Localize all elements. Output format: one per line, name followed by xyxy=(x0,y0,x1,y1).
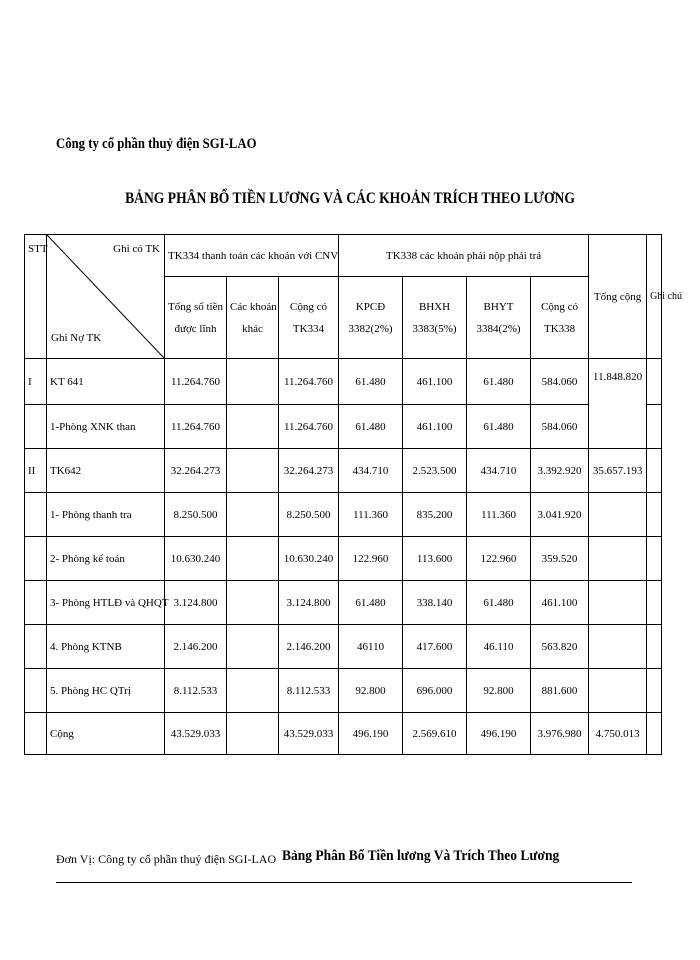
cac-khoan-line2: khác xyxy=(242,322,263,335)
row-kpcd: 111.360 xyxy=(339,493,403,537)
cong-co-334-line1: Cộng có xyxy=(290,300,327,313)
row-kpcd: 61.480 xyxy=(339,405,403,449)
row-cac-khoan xyxy=(227,669,279,713)
tk334-header: TK334 thanh toán các khoản với CNV xyxy=(165,235,339,277)
row-bhyt: 92.800 xyxy=(467,669,531,713)
row-cong-334: 10.630.240 xyxy=(279,537,339,581)
row-ghi-chu xyxy=(647,625,662,669)
row-tong-so-tien: 3.124.800 xyxy=(165,581,227,625)
bhxh-line1: BHXH xyxy=(418,300,451,313)
row-bhxh: 113.600 xyxy=(403,537,467,581)
row-tong-cong-merged: 11.848.820 xyxy=(589,359,647,449)
row-bhxh: 2.523.500 xyxy=(403,449,467,493)
kpcd-line1: KPCĐ xyxy=(355,300,386,313)
row-stt xyxy=(25,669,47,713)
kpcd-line2: 3382(2%) xyxy=(348,322,393,335)
row-kpcd: 122.960 xyxy=(339,537,403,581)
row-bhyt: 61.480 xyxy=(467,405,531,449)
row-cac-khoan xyxy=(227,405,279,449)
table-row xyxy=(25,493,662,537)
table-row xyxy=(25,669,662,713)
row-stt xyxy=(25,713,47,755)
row-bhyt: 61.480 xyxy=(467,581,531,625)
row-ghi-chu xyxy=(647,449,662,493)
row-bhxh: 338.140 xyxy=(403,581,467,625)
row-tong-cong xyxy=(589,669,647,713)
row-cong-334: 8.250.500 xyxy=(279,493,339,537)
row-cong-334: 8.112.533 xyxy=(279,669,339,713)
row-bhyt: 46.110 xyxy=(467,625,531,669)
tong-so-tien-header xyxy=(165,277,227,359)
row-name: 1-Phòng XNK than xyxy=(47,405,165,449)
row-tong-so-tien: 8.112.533 xyxy=(165,669,227,713)
row-bhxh: 696.000 xyxy=(403,669,467,713)
row-name: TK642 xyxy=(47,449,165,493)
table-row xyxy=(25,581,662,625)
tong-so-tien-line1: Tổng số tiền xyxy=(168,300,223,313)
row-cong-338: 881.600 xyxy=(531,669,589,713)
row-name: 4. Phòng KTNB xyxy=(47,625,165,669)
row-bhyt: 122.960 xyxy=(467,537,531,581)
row-name: 1- Phòng thanh tra xyxy=(47,493,165,537)
row-ghi-chu xyxy=(647,493,662,537)
row-tong-so-tien: 11.264.760 xyxy=(165,359,227,405)
row-cong-338: 3.976.980 xyxy=(531,713,589,755)
table-row xyxy=(25,405,662,449)
row-cac-khoan xyxy=(227,493,279,537)
cong-co-334-line2: TK334 xyxy=(292,322,325,335)
row-cong-338: 359.520 xyxy=(531,537,589,581)
row-tong-so-tien: 43.529.033 xyxy=(165,713,227,755)
row-cong-334: 11.264.760 xyxy=(279,405,339,449)
bhxh-header xyxy=(403,277,467,359)
row-cong-334: 2.146.200 xyxy=(279,625,339,669)
stt-header: STT xyxy=(25,235,47,359)
row-cong-334: 32.264.273 xyxy=(279,449,339,493)
row-bhyt: 61.480 xyxy=(467,359,531,405)
row-tong-cong: 4.750.013 xyxy=(589,713,647,755)
row-tong-so-tien: 8.250.500 xyxy=(165,493,227,537)
row-ghi-chu xyxy=(647,537,662,581)
row-stt: II xyxy=(25,449,47,493)
footer-title: Bảng Phân Bổ Tiền lương Và Trích Theo Lương xyxy=(282,848,560,864)
row-bhxh: 835.200 xyxy=(403,493,467,537)
cac-khoan-khac-header xyxy=(227,277,279,359)
ghi-chu-header: Ghi chú xyxy=(647,235,662,359)
row-tong-so-tien: 10.630.240 xyxy=(165,537,227,581)
row-cong-334: 3.124.800 xyxy=(279,581,339,625)
bhyt-line1: BHYT xyxy=(483,300,514,313)
ghi-co-ghi-no-header xyxy=(47,235,165,359)
row-cong-338: 3.392.920 xyxy=(531,449,589,493)
row-stt xyxy=(25,625,47,669)
row-kpcd: 92.800 xyxy=(339,669,403,713)
row-tong-cong xyxy=(589,581,647,625)
tong-cong-header: Tổng cộng xyxy=(589,235,647,359)
row-stt xyxy=(25,537,47,581)
row-tong-cong xyxy=(589,625,647,669)
document-title: BẢNG PHÂN BỔ TIỀN LƯƠNG VÀ CÁC KHOẢN TRÍCH THEO LƯƠNG xyxy=(125,190,575,207)
row-tong-cong: 35.657.193 xyxy=(589,449,647,493)
bhyt-line2: 3384(2%) xyxy=(476,322,521,335)
row-tong-so-tien: 32.264.273 xyxy=(165,449,227,493)
row-name: 2- Phòng kế toán xyxy=(47,537,165,581)
bhyt-header xyxy=(467,277,531,359)
row-kpcd: 496.190 xyxy=(339,713,403,755)
row-cac-khoan xyxy=(227,625,279,669)
row-cong-338: 461.100 xyxy=(531,581,589,625)
row-bhyt: 434.710 xyxy=(467,449,531,493)
footer-unit: Đơn Vị: Công ty cổ phần thuỷ điện SGI-LAO xyxy=(56,852,277,866)
row-bhyt: 496.190 xyxy=(467,713,531,755)
footer-divider xyxy=(56,882,632,883)
row-bhxh: 461.100 xyxy=(403,405,467,449)
row-ghi-chu xyxy=(647,713,662,755)
table-total-row xyxy=(25,713,662,755)
cong-co-338-line2: TK338 xyxy=(543,322,576,335)
table-row xyxy=(25,537,662,581)
row-name: KT 641 xyxy=(47,359,165,405)
row-cong-338: 563.820 xyxy=(531,625,589,669)
row-tong-cong xyxy=(589,493,647,537)
company-name: Công ty cổ phần thuỷ điện SGI-LAO xyxy=(56,136,257,152)
row-cac-khoan xyxy=(227,449,279,493)
row-cong-338: 584.060 xyxy=(531,405,589,449)
ghi-co-label: Ghi có TK xyxy=(113,243,160,255)
tong-so-tien-line2: được lĩnh xyxy=(174,322,217,335)
kpcd-header xyxy=(339,277,403,359)
row-stt xyxy=(25,581,47,625)
row-cong-334: 43.529.033 xyxy=(279,713,339,755)
row-bhxh: 461.100 xyxy=(403,359,467,405)
row-kpcd: 61.480 xyxy=(339,581,403,625)
row-kpcd: 46110 xyxy=(339,625,403,669)
row-cong-338: 584.060 xyxy=(531,359,589,405)
cong-co-tk338-header xyxy=(531,277,589,359)
row-bhxh: 417.600 xyxy=(403,625,467,669)
row-bhyt: 111.360 xyxy=(467,493,531,537)
tk338-header: TK338 các khoản phải nộp phải trả xyxy=(339,235,589,277)
row-bhxh: 2.569.610 xyxy=(403,713,467,755)
row-name: 5. Phòng HC QTrị xyxy=(47,669,165,713)
row-tong-so-tien: 2.146.200 xyxy=(165,625,227,669)
bhxh-line2: 3383(5%) xyxy=(412,322,457,335)
salary-allocation-table xyxy=(24,234,683,755)
row-cong-334: 11.264.760 xyxy=(279,359,339,405)
row-cac-khoan xyxy=(227,713,279,755)
row-cac-khoan xyxy=(227,537,279,581)
table-row xyxy=(25,449,662,493)
row-ghi-chu xyxy=(647,359,662,405)
row-name: Cộng xyxy=(47,713,165,755)
cong-co-338-line1: Cộng có xyxy=(541,300,579,313)
row-cac-khoan xyxy=(227,359,279,405)
row-tong-cong xyxy=(589,537,647,581)
row-kpcd: 61.480 xyxy=(339,359,403,405)
row-stt xyxy=(25,493,47,537)
row-cong-338: 3.041.920 xyxy=(531,493,589,537)
row-cac-khoan xyxy=(227,581,279,625)
row-ghi-chu xyxy=(647,405,662,449)
table-row xyxy=(25,359,662,405)
row-name: 3- Phòng HTLĐ và QHQT xyxy=(47,581,165,625)
cong-co-tk334-header xyxy=(279,277,339,359)
row-stt xyxy=(25,405,47,449)
row-ghi-chu xyxy=(647,669,662,713)
cac-khoan-line1: Các khoản xyxy=(230,300,277,313)
row-kpcd: 434.710 xyxy=(339,449,403,493)
ghi-no-label: Ghi Nợ TK xyxy=(51,332,102,344)
row-ghi-chu xyxy=(647,581,662,625)
table-row xyxy=(25,625,662,669)
row-tong-so-tien: 11.264.760 xyxy=(165,405,227,449)
row-stt: I xyxy=(25,359,47,405)
